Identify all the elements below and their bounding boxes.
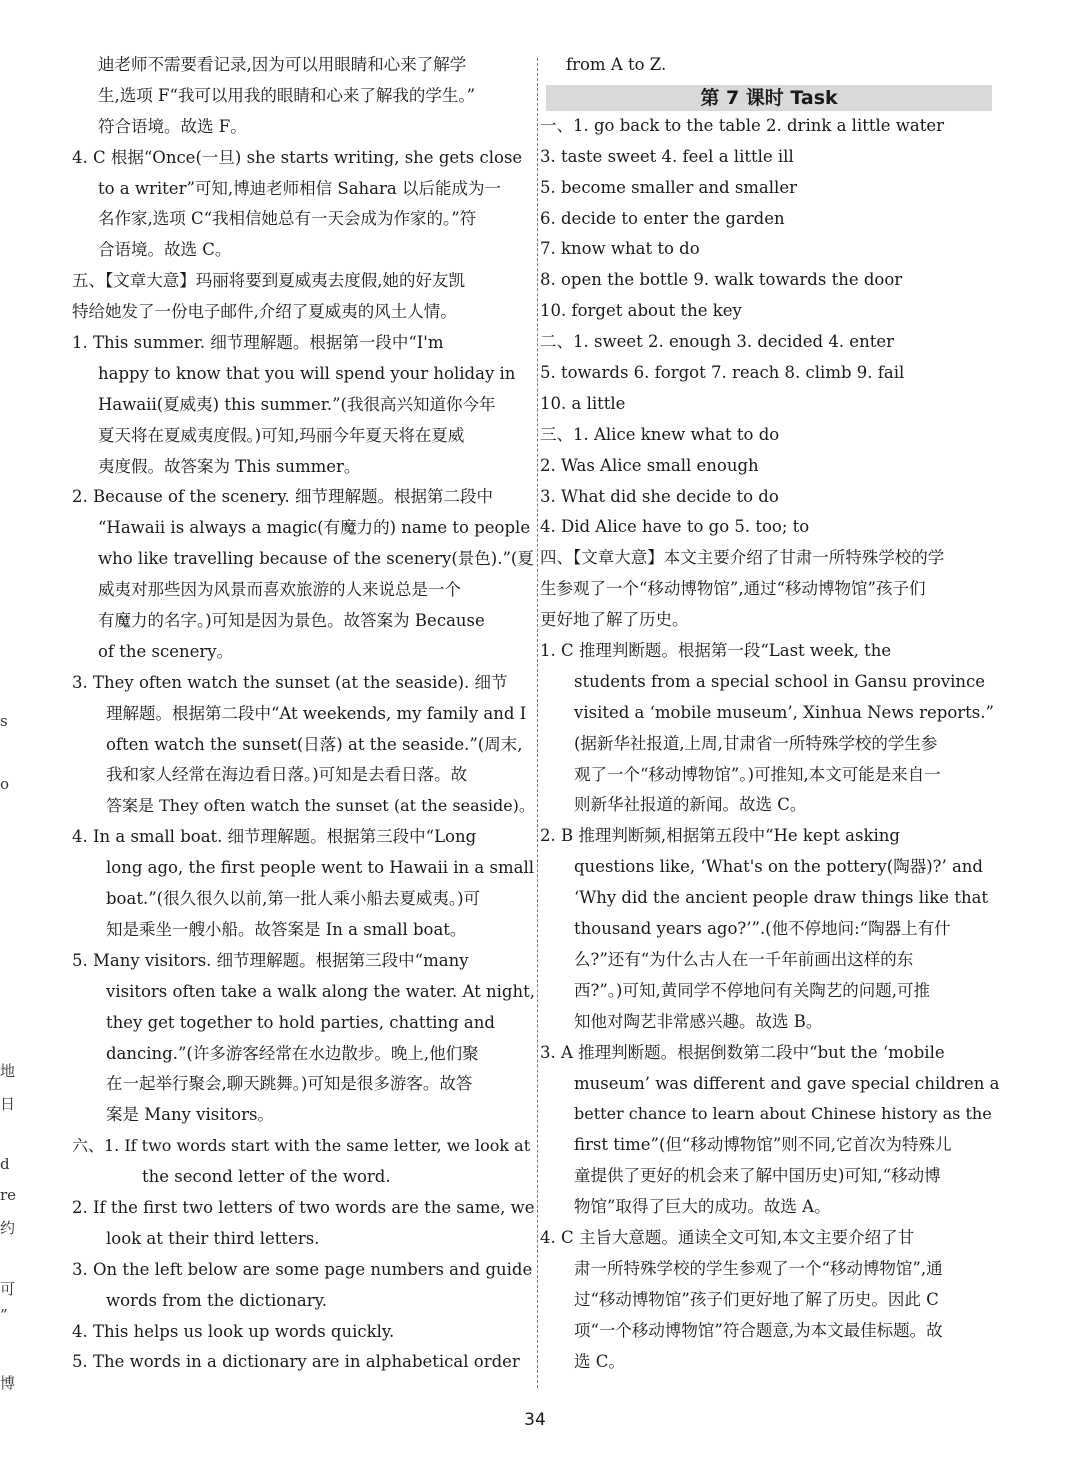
text-line: 童提供了更好的机会来了解中国历史)可知,“移动博 [574,1166,941,1186]
margin-fragment: 地 [0,1062,16,1080]
answer-item: 4. In a small boat. 细节理解题。根据第三段中“Long [72,827,477,847]
section-heading: 四、【文章大意】本文主要介绍了甘肃一所特殊学校的学 [540,548,945,568]
column-divider [537,58,538,1388]
section-heading: 二、1. sweet 2. enough 3. decided 4. enter [540,332,894,352]
text-line: 符合语境。故选 F。 [98,116,247,136]
answer-item: 2. B 推理判断频,相据第五段中“He kept asking [540,826,900,846]
text-line: they get together to hold parties, chatting and [106,1012,495,1032]
text-line: Hawaii(夏威夷) this summer.”(我很高兴知道你今年 [98,394,496,414]
text-line: 有魔力的名字。)可知是因为景色。故答案为 Because [98,611,485,631]
margin-fragment: 可 [0,1280,16,1298]
lesson-title: 第 7 课时 Task [546,85,992,111]
text-line: visited a ‘mobile museum’, Xinhua News reports.” [574,702,994,722]
answer-item: 2. Was Alice small enough [540,455,759,475]
margin-fragment: s [0,712,8,730]
text-line: visitors often take a walk along the water. At night, [106,981,535,1001]
text-line: 肃一所特殊学校的学生参观了一个“移动博物馆”,通 [574,1258,943,1278]
answer-item: 5. become smaller and smaller [540,177,797,197]
text-line: 特给她发了一份电子邮件,介绍了夏威夷的风土人情。 [72,302,457,322]
text-line: 观了一个“移动博物馆”。)可推知,本文可能是来自一 [574,764,941,784]
text-line: look at their third letters. [106,1228,320,1248]
answer-item: 7. know what to do [540,239,700,259]
text-line: questions like, ‘What's on the pottery(陶器)?’ and [574,857,983,877]
left-column [72,50,536,1378]
text-line: the second letter of the word. [142,1167,391,1187]
text-line: from A to Z. [566,55,667,74]
answer-item: 1. This summer. 细节理解题。根据第一段中“I'm [72,333,444,353]
answer-item: 4. Did Alice have to go 5. too; to [540,517,810,537]
text-line: long ago, the first people went to Hawaii in a small [106,858,535,878]
text-line: to a writer”可知,博迪老师相信 Sahara 以后能成为一 [98,178,501,198]
answer-item: 1. C 推理判断题。根据第一段“Last week, the [540,641,892,661]
answer-item: 8. open the bottle 9. walk towards the door [540,270,903,290]
answer-item: 4. C 主旨大意题。通读全文可知,本文主要介绍了甘 [540,1227,915,1247]
text-line: better chance to learn about Chinese history as the [574,1104,992,1124]
margin-fragment: ” [0,1306,8,1324]
text-line: 名作家,选项 C“我相信她总有一天会成为作家的。”符 [98,209,477,229]
text-line: who like travelling because of the scenery(景色).”(夏 [98,549,534,569]
margin-fragment: d [0,1155,10,1173]
text-line: 么?”还有“为什么古人在一千年前画出这样的东 [574,949,914,969]
section-heading: 五、【文章大意】玛丽将要到夏威夷去度假,她的好友凯 [72,271,465,291]
answer-item: 3. What did she decide to do [540,486,779,506]
text-line: 案是 Many visitors。 [106,1105,274,1125]
text-line: 知他对陶艺非常感兴趣。故选 B。 [574,1011,823,1031]
text-line: of the scenery。 [98,641,234,661]
text-line: 物馆”取得了巨大的成功。故选 A。 [574,1197,831,1217]
text-line: 生,选项 F“我可以用我的眼睛和心来了解我的学生。” [98,85,476,105]
text-line: happy to know that you will spend your holiday in [98,363,516,383]
answer-item: 5. The words in a dictionary are in alphabetical order [72,1352,520,1372]
answer-item: 2. Because of the scenery. 细节理解题。根据第二段中 [72,487,493,507]
text-line: 则新华社报道的新闻。故选 C。 [574,795,807,815]
text-line: 在一起举行聚会,聊天跳舞。)可知是很多游客。故答 [106,1074,473,1094]
right-column [540,50,1002,1377]
text-line: 更好地了解了历史。 [540,610,689,630]
text-line: 我和家人经常在海边看日落。)可知是去看日落。故 [106,765,468,785]
text-line: 理解题。根据第二段中“At weekends, my family and I [106,703,527,723]
answer-item: 3. They often watch the sunset (at the seaside). 细节 [72,672,508,692]
answer-item: 3. On the left below are some page numbers and guide [72,1259,533,1279]
text-line: 合语境。故选 C。 [98,240,232,260]
answer-item: 2. If the first two letters of two words are the same, we [72,1197,535,1217]
answer-item: 10. a little [540,393,626,413]
answer-item: 3. taste sweet 4. feel a little ill [540,146,794,166]
text-line: 选 C。 [574,1351,625,1371]
answer-item: 4. C 根据“Once(一旦) she starts writing, she gets close [72,147,523,167]
section-heading: 六、1. If two words start with the same letter, we look at [72,1136,531,1156]
text-line: ‘Why did the ancient people draw things like that [574,888,989,908]
text-line: 项“一个移动博物馆”符合题意,为本文最佳标题。故 [574,1320,943,1340]
section-heading: 三、1. Alice knew what to do [540,424,780,444]
text-line: 夏天将在夏威夷度假。)可知,玛丽今年夏天将在夏威 [98,425,465,445]
text-line: students from a special school in Gansu province [574,671,986,691]
text-line: 答案是 They often watch the sunset (at the seaside)。 [106,796,535,816]
text-line: 威夷对那些因为风景而喜欢旅游的人来说总是一个 [98,580,461,600]
section-heading: 一、1. go back to the table 2. drink a little water [540,115,945,135]
text-line: 西?”。)可知,黄同学不停地问有关陶艺的问题,可推 [574,980,930,1000]
answer-item: 4. This helps us look up words quickly. [72,1321,395,1341]
text-line: “Hawaii is always a magic(有魔力的) name to people [98,518,531,538]
answer-item: 3. A 推理判断题。根据倒数第二段中“but the ‘mobile [540,1042,945,1062]
text-line: 迪老师不需要看记录,因为可以用眼睛和心来了解学 [98,55,467,74]
text-line: boat.”(很久很久以前,第一批人乘小船去夏威夷。)可 [106,889,481,909]
page-number: 34 [524,1410,546,1430]
text-line: 夷度假。故答案为 This summer。 [98,456,361,476]
text-line: first time”(但“移动博物馆”则不同,它首次为特殊儿 [574,1135,952,1155]
margin-fragment: 博 [0,1374,16,1392]
text-line: words from the dictionary. [106,1290,327,1310]
text-line: 知是乘坐一艘小船。故答案是 In a small boat。 [106,919,467,939]
margin-fragment: o [0,775,10,793]
text-line: dancing.”(许多游客经常在水边散步。晚上,他们聚 [106,1043,479,1063]
text-line: 过“移动博物馆”孩子们更好地了解了历史。因此 C [574,1289,939,1309]
text-line: (据新华社报道,上周,甘肃省一所特殊学校的学生参 [574,733,938,753]
margin-fragment: 日 [0,1095,16,1113]
answer-item: 10. forget about the key [540,301,742,321]
margin-fragment: re [0,1186,17,1204]
text-line: 生参观了一个“移动博物馆”,通过“移动博物馆”孩子们 [540,579,926,599]
text-line: museum’ was different and gave special children a [574,1073,1000,1093]
answer-item: 5. towards 6. forgot 7. reach 8. climb 9. fail [540,363,905,383]
text-line: often watch the sunset(日落) at the seaside.”(周末, [106,734,523,754]
text-line: thousand years ago?’”.(他不停地问:“陶器上有什 [574,919,951,939]
answer-item: 6. decide to enter the garden [540,208,785,228]
margin-fragment: 约 [0,1219,16,1237]
answer-item: 5. Many visitors. 细节理解题。根据第三段中“many [72,950,469,970]
